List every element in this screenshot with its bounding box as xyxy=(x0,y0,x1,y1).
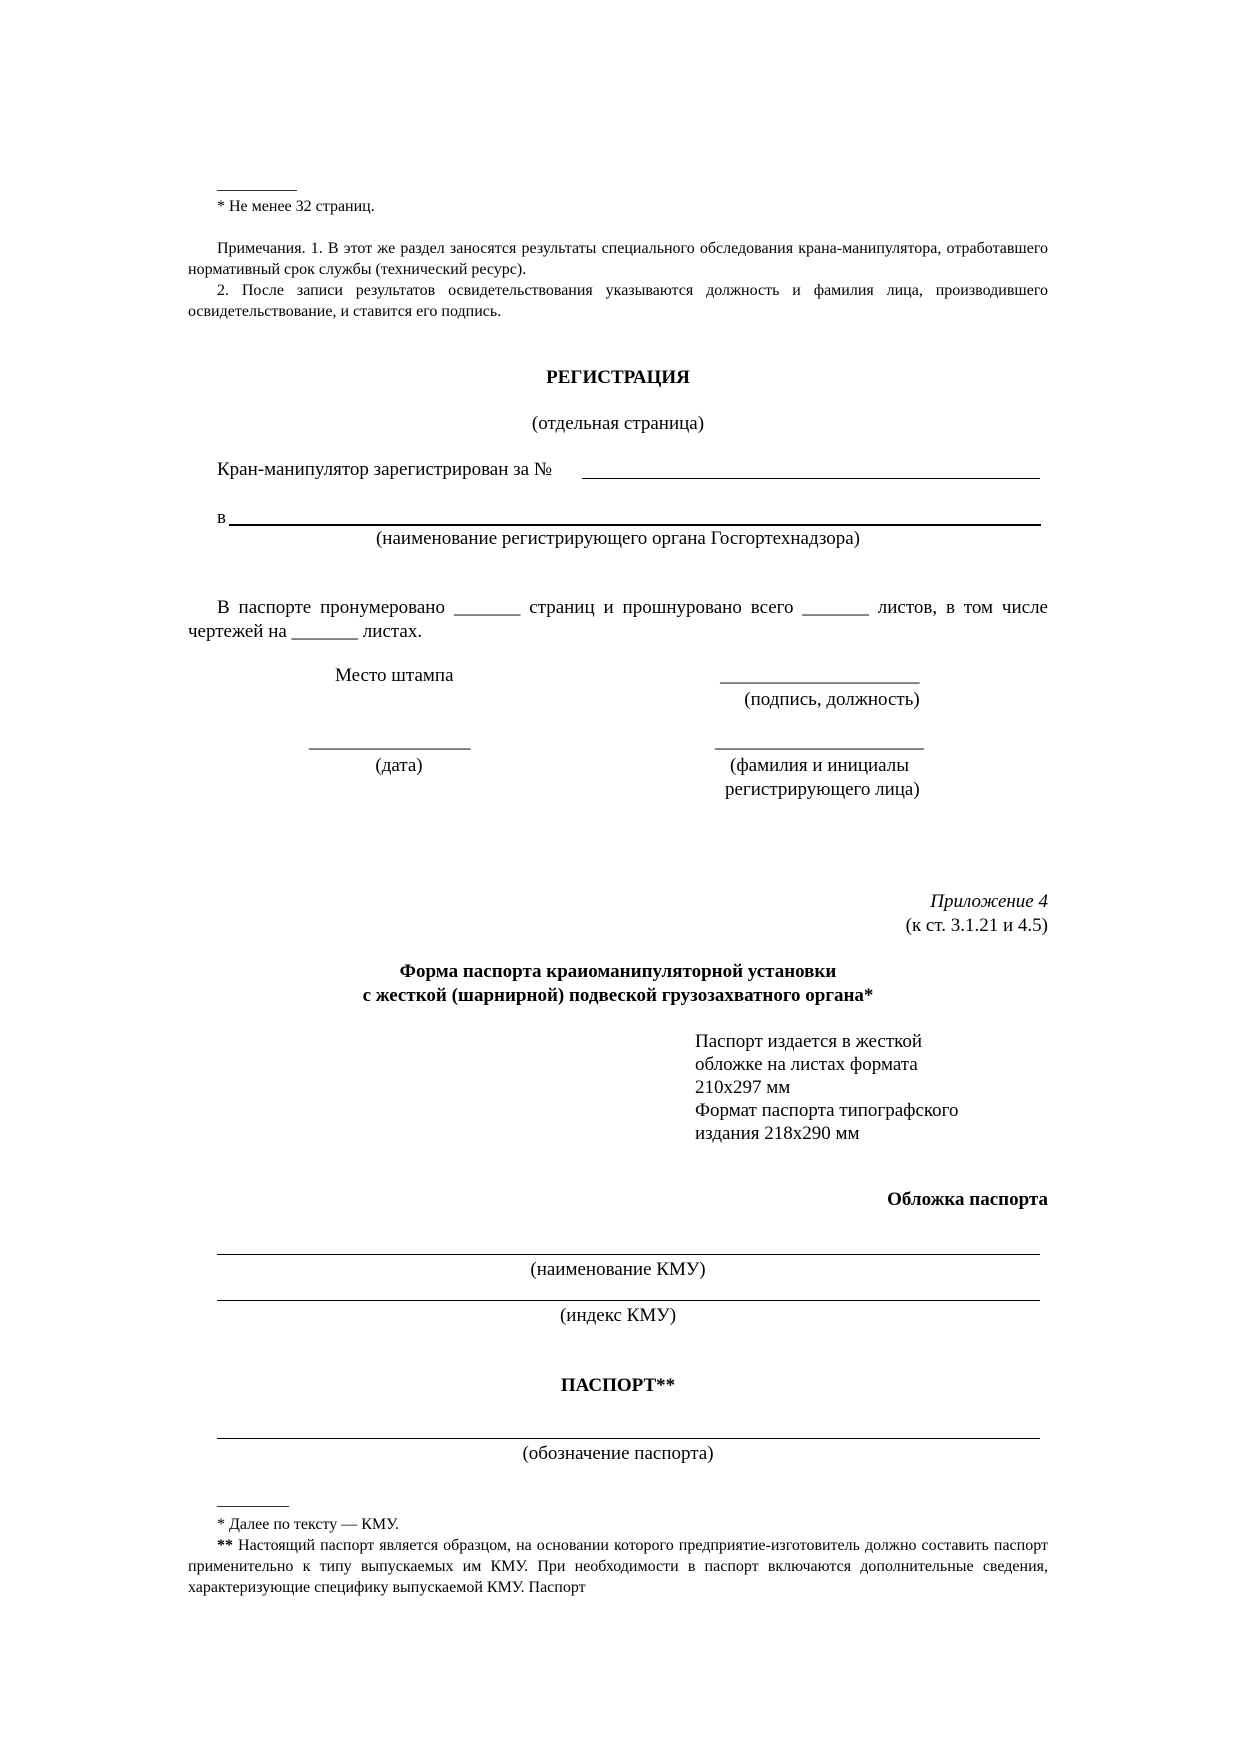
registration-title: РЕГИСТРАЦИЯ xyxy=(546,367,690,388)
appendix-label: Приложение 4 xyxy=(930,891,1048,912)
registered-number-label: Кран-манипулятор зарегистрирован за № xyxy=(217,459,552,480)
pages-count-paragraph: В паспорте пронумеровано _______ страниц и прошнуровано всего _______ листов, в том числе чертежей на _______ листах. xyxy=(188,597,1048,642)
kmu-index-line xyxy=(217,1300,1040,1301)
stamp-place-label: Место штампа xyxy=(335,665,454,686)
footnote-kmu: * Далее по тексту — КМУ. xyxy=(217,1516,399,1533)
authority-line xyxy=(229,524,1041,526)
kmu-name-caption: (наименование КМУ) xyxy=(530,1259,706,1280)
name-rule: ______________________ xyxy=(715,731,924,752)
name-caption-line-2: регистрирующего лица) xyxy=(725,779,920,800)
passport-title: ПАСПОРТ** xyxy=(560,1375,676,1396)
spec-line-5: издания 218х290 мм xyxy=(695,1123,860,1144)
spec-line-1: Паспорт издается в жесткой xyxy=(695,1031,923,1052)
cover-heading: Обложка паспорта xyxy=(887,1189,1048,1210)
registration-subtitle: (отдельная страница) xyxy=(531,413,705,434)
spec-line-2: обложке на листах формата xyxy=(695,1054,918,1075)
note-paragraph-1: Примечания. 1. В этот же раздел заносятся результаты специального обследования крана-манипулятора, отработавшего нормативный срок службы (технический ресурс). xyxy=(188,240,1048,278)
footnote-passport-text: Настоящий паспорт является образцом, на основании которого предприятие-изготовитель должно составить паспорт применительно к типу выпускаемых им КМУ. При необходимости в паспорт включаются дополнительные сведения, характеризующие специфику выпускаемой КМУ. Паспорт xyxy=(188,1537,1048,1596)
form-title-line-1: Форма паспорта краиоманипуляторной установки xyxy=(399,961,837,982)
footnote-text: * Не менее 32 страниц. xyxy=(217,198,375,215)
registration-in-prefix: в xyxy=(217,507,226,528)
authority-caption: (наименование регистрирующего органа Госгортехнадзора) xyxy=(375,528,860,549)
kmu-index-caption: (индекс КМУ) xyxy=(559,1305,677,1326)
appendix-reference: (к ст. 3.1.21 и 4.5) xyxy=(905,915,1048,936)
signature-rule: _____________________ xyxy=(720,665,920,686)
signature-caption: (подпись, должность) xyxy=(744,689,920,710)
footnote-bottom-rule: _________ xyxy=(217,1492,289,1509)
form-title-line-2: с жесткой (шарнирной) подвеской грузозахватного органа* xyxy=(362,985,874,1006)
note-paragraph-2: 2. После записи результатов освидетельствования указываются должность и фамилия лица, производившего освидетельствование, и ставится его подпись. xyxy=(188,282,1048,320)
name-caption-line-1: (фамилия и инициалы xyxy=(730,755,910,776)
spec-line-4: Формат паспорта типографского xyxy=(695,1100,959,1121)
registered-number-line xyxy=(582,478,1040,479)
footnote-mark: ** xyxy=(217,1537,233,1554)
kmu-name-line xyxy=(217,1254,1040,1255)
passport-designation-line xyxy=(217,1438,1040,1439)
footnote-rule: __________ xyxy=(217,176,297,193)
footnote-passport-sample xyxy=(188,1535,1048,1598)
date-caption: (дата) xyxy=(375,755,423,776)
spec-line-3: 210х297 мм xyxy=(695,1077,791,1098)
passport-designation-caption: (обозначение паспорта) xyxy=(522,1443,714,1464)
date-rule: _________________ xyxy=(309,731,471,752)
